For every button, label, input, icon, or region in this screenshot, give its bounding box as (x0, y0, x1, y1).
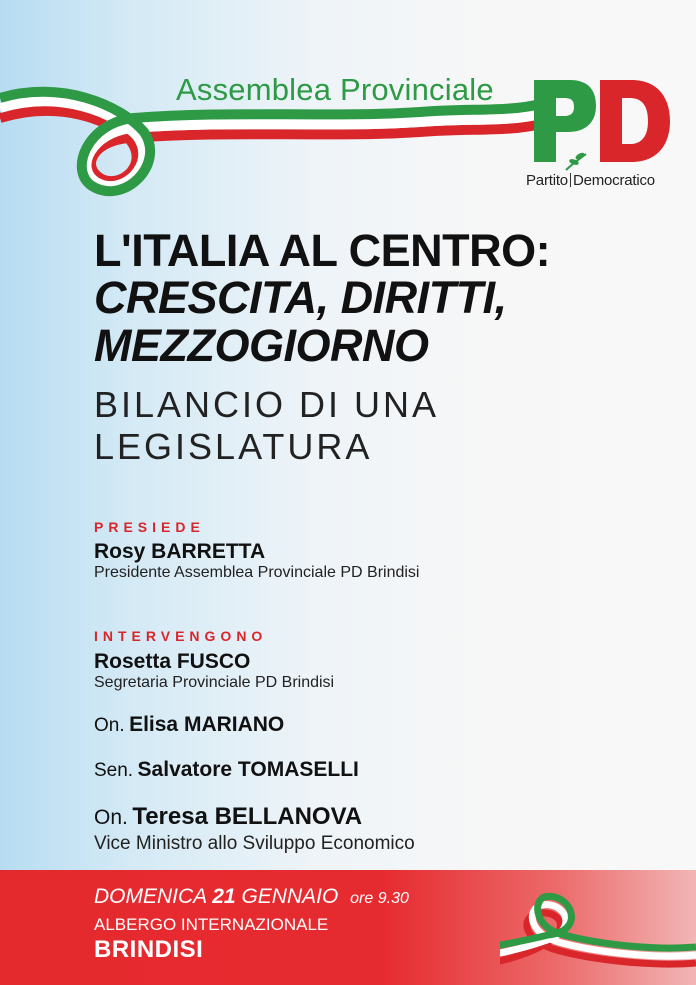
speaker-item (94, 713, 284, 737)
logo-letter-d (598, 78, 672, 164)
speaker-item (94, 758, 359, 782)
event-city: BRINDISI (94, 936, 204, 963)
speaker-role: Segretaria Provinciale PD Brindisi (94, 674, 335, 691)
speaker-name: Salvatore TOMASELLI (137, 758, 359, 781)
presiede-label: PRESIEDE (94, 519, 205, 535)
intervengono-label: INTERVENGONO (94, 628, 268, 644)
logo-text-democratico: Democratico (572, 172, 655, 189)
speaker-prefix: On. (94, 806, 128, 829)
event-time: ore 9.30 (350, 890, 409, 907)
speaker-item (94, 803, 415, 855)
speaker-role: Vice Ministro allo Sviluppo Economico (94, 833, 415, 854)
event-date (94, 885, 409, 909)
title-line-1: L'ITALIA AL CENTRO: (94, 225, 551, 276)
presiede-name: Rosy BARRETTA (94, 540, 266, 563)
speaker-item (94, 650, 334, 692)
event-venue: ALBERGO INTERNAZIONALE (94, 915, 329, 934)
speaker-prefix: Sen. (94, 760, 134, 781)
title-line-2: CRESCITA, DIRITTI, (94, 272, 507, 323)
presiede-role: Presidente Assemblea Provinciale PD Brindisi (94, 564, 420, 581)
subtitle-line-2: LEGISLATURA (94, 426, 373, 467)
event-title (94, 225, 551, 468)
speaker-name: Rosetta FUSCO (94, 650, 251, 673)
event-month: GENNAIO (241, 885, 339, 908)
event-day: DOMENICA (94, 885, 207, 908)
assembly-label: Assemblea Provinciale (176, 72, 494, 107)
speaker-prefix: On. (94, 715, 125, 736)
tricolor-ribbon-decoration-footer (500, 885, 696, 985)
pd-logo (526, 74, 678, 194)
subtitle (94, 384, 550, 468)
title-line-3: MEZZOGIORNO (94, 320, 429, 371)
subtitle-line-1: BILANCIO DI UNA (94, 384, 440, 425)
logo-caption (526, 172, 655, 189)
speaker-name: Teresa BELLANOVA (132, 803, 363, 830)
olive-branch-icon (564, 150, 590, 172)
logo-separator (570, 173, 571, 187)
speaker-name: Elisa MARIANO (129, 713, 285, 736)
event-details-footer (0, 870, 696, 985)
event-date-number: 21 (212, 885, 236, 908)
presiede-person (94, 540, 419, 582)
logo-text-partito: Partito (526, 172, 568, 189)
